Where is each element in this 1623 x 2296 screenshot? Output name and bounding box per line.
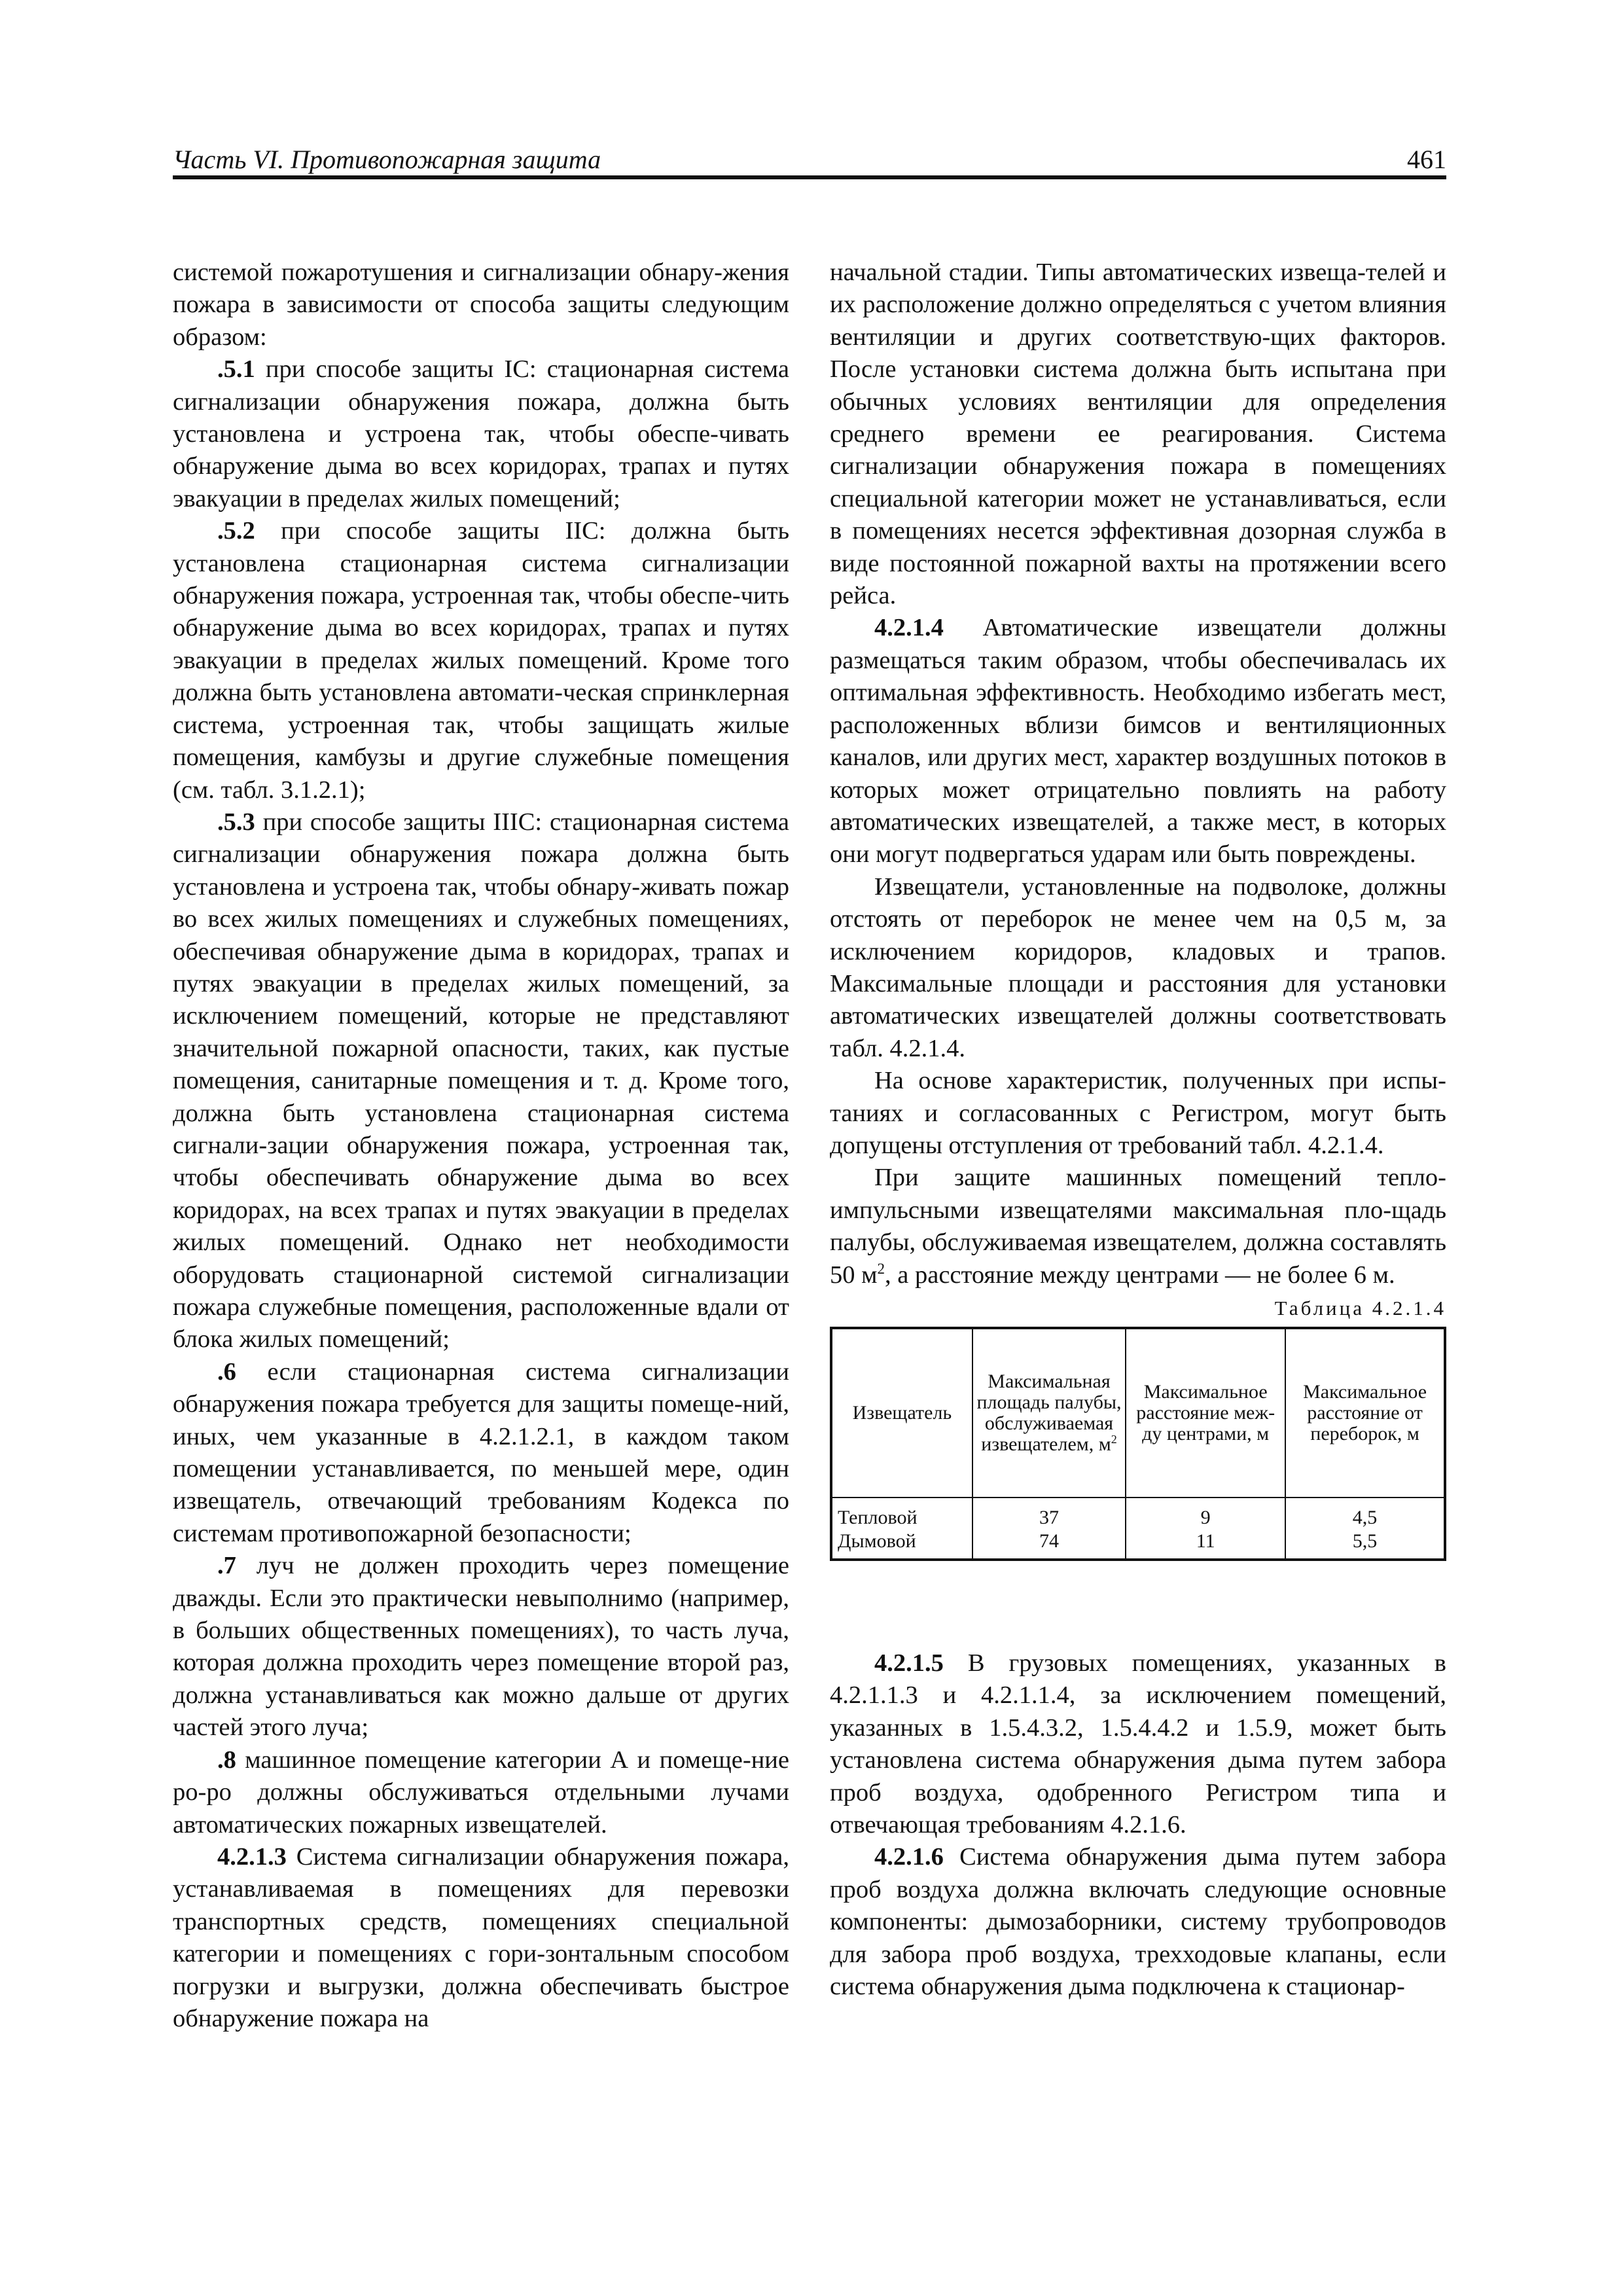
detector-table xyxy=(830,1327,1446,1561)
clause-number: .6 xyxy=(217,1357,236,1386)
paragraph: Извещатели, установленные на подволоке, должны отстоять от переборок не менее чем на 0,5 м, за исключением коридоров, кладовых и трапов. Максимальные площади и расстояния для установки автоматических извещателей должны соответствовать табл. 4.2.1.4. xyxy=(830,872,1446,1062)
paragraph-text: В грузовых помещениях, указанных в 4.2.1.1.3 и 4.2.1.1.4, за исключением помещений, указанных в 1.5.4.3.2, 1.5.4.4.2 и 1.5.9, может быть установлена система обнаружения дыма путем забора проб воздуха, одобренного Регистром типа и отвечающая требованиям 4.2.1.6. xyxy=(830,1649,1446,1839)
clause-number: .8 xyxy=(217,1746,236,1774)
paragraph-text: если стационарная система сигнализации обнаружения пожара требуется для защиты помеще-ний, иных, чем указанные в 4.2.1.2.1, в каждом таком помещении устанавливается, по меньшей мере, один извещатель, отвечающий требованиям Кодекса по системам противопожарной безопасности; xyxy=(173,1357,789,1547)
table-header-cell xyxy=(972,1328,1126,1498)
superscript: 2 xyxy=(877,1259,885,1277)
paragraph xyxy=(173,806,789,1356)
table-row xyxy=(831,1530,1445,1560)
clause-number: 4.2.1.3 xyxy=(217,1842,287,1871)
table-header-row xyxy=(831,1328,1445,1498)
paragraph xyxy=(830,1841,1446,2003)
table-header-cell: Извещатель xyxy=(831,1328,972,1498)
table-cell: 74 xyxy=(972,1530,1126,1560)
paragraph xyxy=(830,612,1446,870)
paragraph xyxy=(173,1550,789,1744)
right-column xyxy=(830,257,1446,2003)
paragraph-text: луч не должен проходить через помещение дважды. Если это практически невыполнимо (например, в больших общественных помещениях), то часть луча, которая должна проходить через помещение второй раз, должна устанавливаться как можно дальше от других частей этого луча; xyxy=(173,1552,789,1742)
paragraph-text: Система обнаружения дыма путем забора проб воздуха должна включать следующие основные компоненты: дымозаборники, систему трубопроводов для забора проб воздуха, трехходовые клапаны, если система обнаружения дыма подключена к стационар- xyxy=(830,1843,1446,2001)
clause-number: 4.2.1.4 xyxy=(874,614,944,642)
paragraph xyxy=(830,1162,1446,1291)
clause-number: .5.3 xyxy=(217,808,255,836)
header-title: Часть VI. Противопожарная защита xyxy=(173,145,601,174)
paragraph: начальной стадии. Типы автоматических извеща-телей и их расположение должно определяться с учетом влияния вентиляции и других соответствую-щих факторов. После установки система должна быть испытана при обычных условиях вентиляции для определения среднего времени ее реагирования. Система сигнализации обнаружения пожара в помещениях специальной категории может не устанавливаться, если в помещениях несется эффективная дозорная служба в виде постоянной пожарной вахты на протяжении всего рейса. xyxy=(830,259,1446,610)
table-cell: 11 xyxy=(1126,1530,1285,1560)
paragraph-text: Автоматические извещатели должны размещаться таким образом, чтобы обеспечивалась их оптимальная эффективность. Необходимо избегать мест, расположенных вблизи бимсов и вентиляционных каналов, или других мест, характер воздушных потоков в которых может отрицательно повлиять на работу автоматических извещателей, а также мест, в которых они могут подвергаться ударам или быть повреждены. xyxy=(830,614,1446,869)
header-rule xyxy=(173,175,1446,179)
paragraph: На основе характеристик, полученных при испы-таниях и согласованных с Регистром, могут быть допущены отступления от требований табл. 4.2.1.4. xyxy=(830,1067,1446,1159)
paragraph xyxy=(173,515,789,806)
clause-number: .5.2 xyxy=(217,517,255,545)
table-cell: Дымовой xyxy=(831,1530,972,1560)
paragraph: системой пожаротушения и сигнализации обнару-жения пожара в зависимости от способа защиты следующим образом: xyxy=(173,259,789,351)
superscript: 2 xyxy=(1111,1433,1117,1446)
table-cell: 9 xyxy=(1126,1498,1285,1530)
table-caption: Таблица 4.2.1.4 xyxy=(1274,1297,1446,1319)
clause-number: .7 xyxy=(217,1552,236,1580)
clause-number: .5.1 xyxy=(217,355,255,384)
paragraph xyxy=(173,353,789,515)
table-row xyxy=(831,1498,1445,1530)
page-number: 461 xyxy=(1407,145,1446,174)
table-header-cell: Максимальное расстояние от переборок, м xyxy=(1285,1328,1445,1498)
table-cell: 5,5 xyxy=(1285,1530,1445,1560)
table-cell: 37 xyxy=(972,1498,1126,1530)
paragraph-text: при способе защиты IIIC: стационарная система сигнализации обнаружения пожара должна быть установлена и устроена так, чтобы обнару-живать пожар во всех жилых помещениях и служебных помещениях, обеспечивая обнаружение дыма в коридорах, трапах и путях эвакуации в пределах жилых помещений, за исключением помещений, которые не представляют значительной пожарной опасности, таких, как пустые помещения, санитарные помещения и т. д. Кроме того, должна быть установлена стационарная система сигнали-зации обнаружения пожара, устроенная так, чтобы обеспечивать обнаружение дыма во всех коридорах, на всех трапах и путях эвакуации в пределах жилых помещений. Однако нет необходимости оборудовать стационарной системой сигнализации пожара служебные помещения, расположенные вдали от блока жилых помещений; xyxy=(173,808,789,1354)
paragraph xyxy=(173,1841,789,2035)
header-text: Максимальная площадь палубы, обслуживаемая извещателем, м xyxy=(976,1371,1122,1455)
spacer xyxy=(830,1561,1446,1647)
paragraph-text: машинное помещение категории А и помеще-ние ро-ро должны обслуживаться отдельными лучами автоматических пожарных извещателей. xyxy=(173,1746,789,1839)
paragraph xyxy=(173,1744,789,1841)
paragraph-text: Система сигнализации обнаружения пожара, устанавливаемая в помещениях для перевозки транспортных средств, помещениях специальной категории и помещениях с гори-зонтальным способом погрузки и выгрузки, должна обеспечивать быстрое обнаружение пожара на xyxy=(173,1842,789,2032)
table-cell: 4,5 xyxy=(1285,1498,1445,1530)
paragraph xyxy=(173,1356,789,1550)
clause-number: 4.2.1.6 xyxy=(874,1843,944,1871)
paragraph-text: , а расстояние между центрами — не более 6 м. xyxy=(885,1261,1395,1289)
paragraph-text: при способе защиты IC: стационарная система сигнализации обнаружения пожара, должна быть установлена и устроена так, чтобы обеспе-чивать обнаружение дыма во всех коридорах, трапах и путях эвакуации в пределах жилых помещений; xyxy=(173,355,789,512)
left-column xyxy=(173,257,789,2035)
table-cell: Тепловой xyxy=(831,1498,972,1530)
paragraph-text: При защите машинных помещений тепло-импульсными извещателями максимальная пло-щадь палубы, обслуживаемая извещателем, должна составлять 50 м xyxy=(830,1164,1446,1289)
paragraph-text: при способе защиты IIC: должна быть установлена стационарная система сигнализации обнаружения пожара, устроенная так, чтобы обеспе-чить обнаружение дыма во всех коридорах, трапах и путях эвакуации в пределах жилых помещений. Кроме того должна быть установлена автомати-ческая спринклерная система, устроенная так, чтобы защищать жилые помещения, камбузы и другие служебные помещения (см. табл. 3.1.2.1); xyxy=(173,517,789,804)
table-header-cell: Максимальное расстояние меж-ду центрами, м xyxy=(1126,1328,1285,1498)
clause-number: 4.2.1.5 xyxy=(874,1649,944,1677)
paragraph xyxy=(830,1647,1446,1841)
